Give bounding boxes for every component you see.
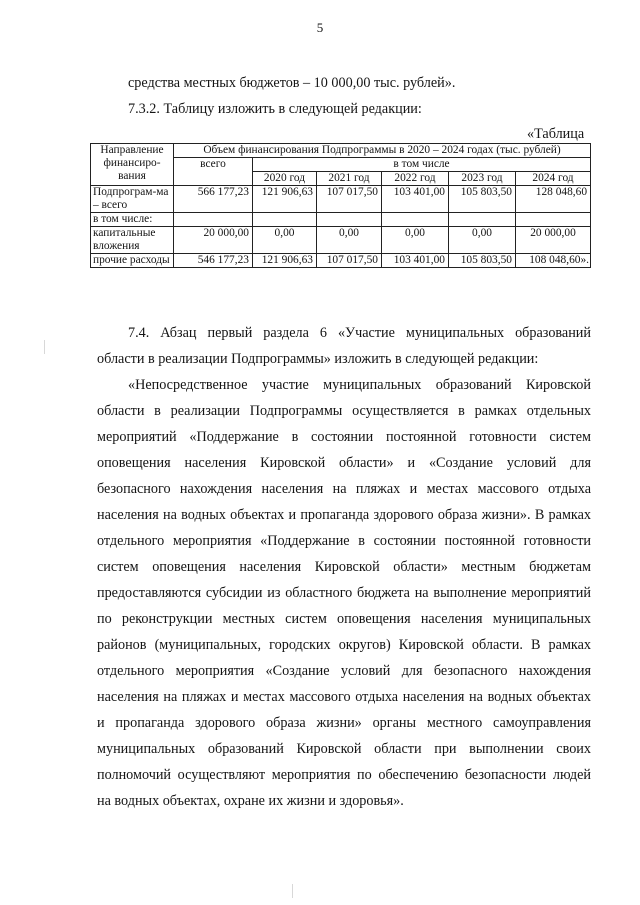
scan-mark xyxy=(44,340,45,354)
financing-table xyxy=(90,143,591,268)
quote-line: «Непосредственное участие муниципальных образований Кировской xyxy=(128,377,591,393)
cell-value: 20 000,00 xyxy=(516,227,591,254)
quote-line: населения на водных объектах и пропаганда здорового образа жизни». В рамках xyxy=(97,507,591,523)
quote-line: полномочий осуществляют мероприятия по обеспечению безопасности людей xyxy=(97,767,591,783)
quote-line: муниципальных образований Кировской области при выполнении своих xyxy=(97,741,591,757)
header-including: в том числе xyxy=(253,158,591,172)
cell-value: 128 048,60 xyxy=(516,186,591,213)
table-row xyxy=(91,186,591,213)
text-line: 7.3.2. Таблицу изложить в следующей редакции: xyxy=(128,101,422,117)
cell-value: 566 177,23 xyxy=(174,186,253,213)
header-year: 2021 год xyxy=(317,172,382,186)
cell-value: 107 017,50 xyxy=(317,254,382,268)
quote-line: безопасного нахождения населения на пляжах и местах массового отдыха xyxy=(97,481,591,497)
cell-value: 0,00 xyxy=(253,227,317,254)
cell-value: 0,00 xyxy=(317,227,382,254)
cell-value: 0,00 xyxy=(382,227,449,254)
quote-line: оповещения населения Кировской области» и «Создание условий для xyxy=(97,455,591,471)
header-year: 2023 год xyxy=(449,172,516,186)
header-year: 2022 год xyxy=(382,172,449,186)
text-line: средства местных бюджетов – 10 000,00 тыс. рублей». xyxy=(128,75,456,91)
cell-value: 105 803,50 xyxy=(449,254,516,268)
cell-value: 20 000,00 xyxy=(174,227,253,254)
quote-line: по реконструкции местных систем оповещения населения муниципальных xyxy=(97,611,591,627)
cell-value: 0,00 xyxy=(449,227,516,254)
header-year: 2020 год xyxy=(253,172,317,186)
table-row xyxy=(91,254,591,268)
quote-line: и пропаганда здорового образа жизни» органы местного самоуправления xyxy=(97,715,591,731)
cell-value: 103 401,00 xyxy=(382,254,449,268)
cell-value: 546 177,23 xyxy=(174,254,253,268)
quote-line: отдельного мероприятия «Поддержание в состоянии постоянной готовности xyxy=(97,533,591,549)
row-label: прочие расходы xyxy=(91,254,174,268)
quote-line: отдельного мероприятия «Создание условий для безопасного нахождения xyxy=(97,663,591,679)
quote-line: на водных объектах, охране их жизни и здоровья». xyxy=(97,793,404,809)
header-year: 2024 год xyxy=(516,172,591,186)
quote-line: систем оповещения населения Кировской области» местным бюджетам xyxy=(97,559,591,575)
header-direction: Направление финансиро-вания xyxy=(91,144,174,186)
quote-line: населения на пляжах и местах массового отдыха населения на водных объектах xyxy=(97,689,591,705)
cell-value: 107 017,50 xyxy=(317,186,382,213)
paragraph-74-line: области в реализации Подпрограммы» изложить в следующей редакции: xyxy=(97,351,539,367)
paragraph-74-line: 7.4. Абзац первый раздела 6 «Участие муниципальных образований xyxy=(128,325,591,341)
table-caption: «Таблица xyxy=(527,126,585,142)
row-label: Подпрограм-ма – всего xyxy=(91,186,174,213)
quote-line: области в реализации Подпрограммы осуществляется в рамках отдельных xyxy=(97,403,591,419)
quote-line: районов (муниципальных, городских округов) Кировской области. В рамках xyxy=(97,637,591,653)
quote-line: предоставляются субсидии из областного бюджета на выполнение мероприятий xyxy=(97,585,591,601)
header-total: всего xyxy=(174,158,253,186)
table-row xyxy=(91,213,591,227)
page-number: 5 xyxy=(316,20,324,35)
quote-line: мероприятий «Поддержание в состоянии постоянной готовности систем xyxy=(97,429,591,445)
header-volume: Объем финансирования Подпрограммы в 2020 – 2024 годах (тыс. рублей) xyxy=(174,144,591,158)
row-label: в том числе: xyxy=(91,213,174,227)
table-row xyxy=(91,227,591,254)
cell-value: 108 048,60». xyxy=(516,254,591,268)
cell-value: 121 906,63 xyxy=(253,186,317,213)
cell-value: 105 803,50 xyxy=(449,186,516,213)
row-label: капитальные вложения xyxy=(91,227,174,254)
scan-mark xyxy=(292,884,293,898)
cell-value: 103 401,00 xyxy=(382,186,449,213)
cell-value: 121 906,63 xyxy=(253,254,317,268)
